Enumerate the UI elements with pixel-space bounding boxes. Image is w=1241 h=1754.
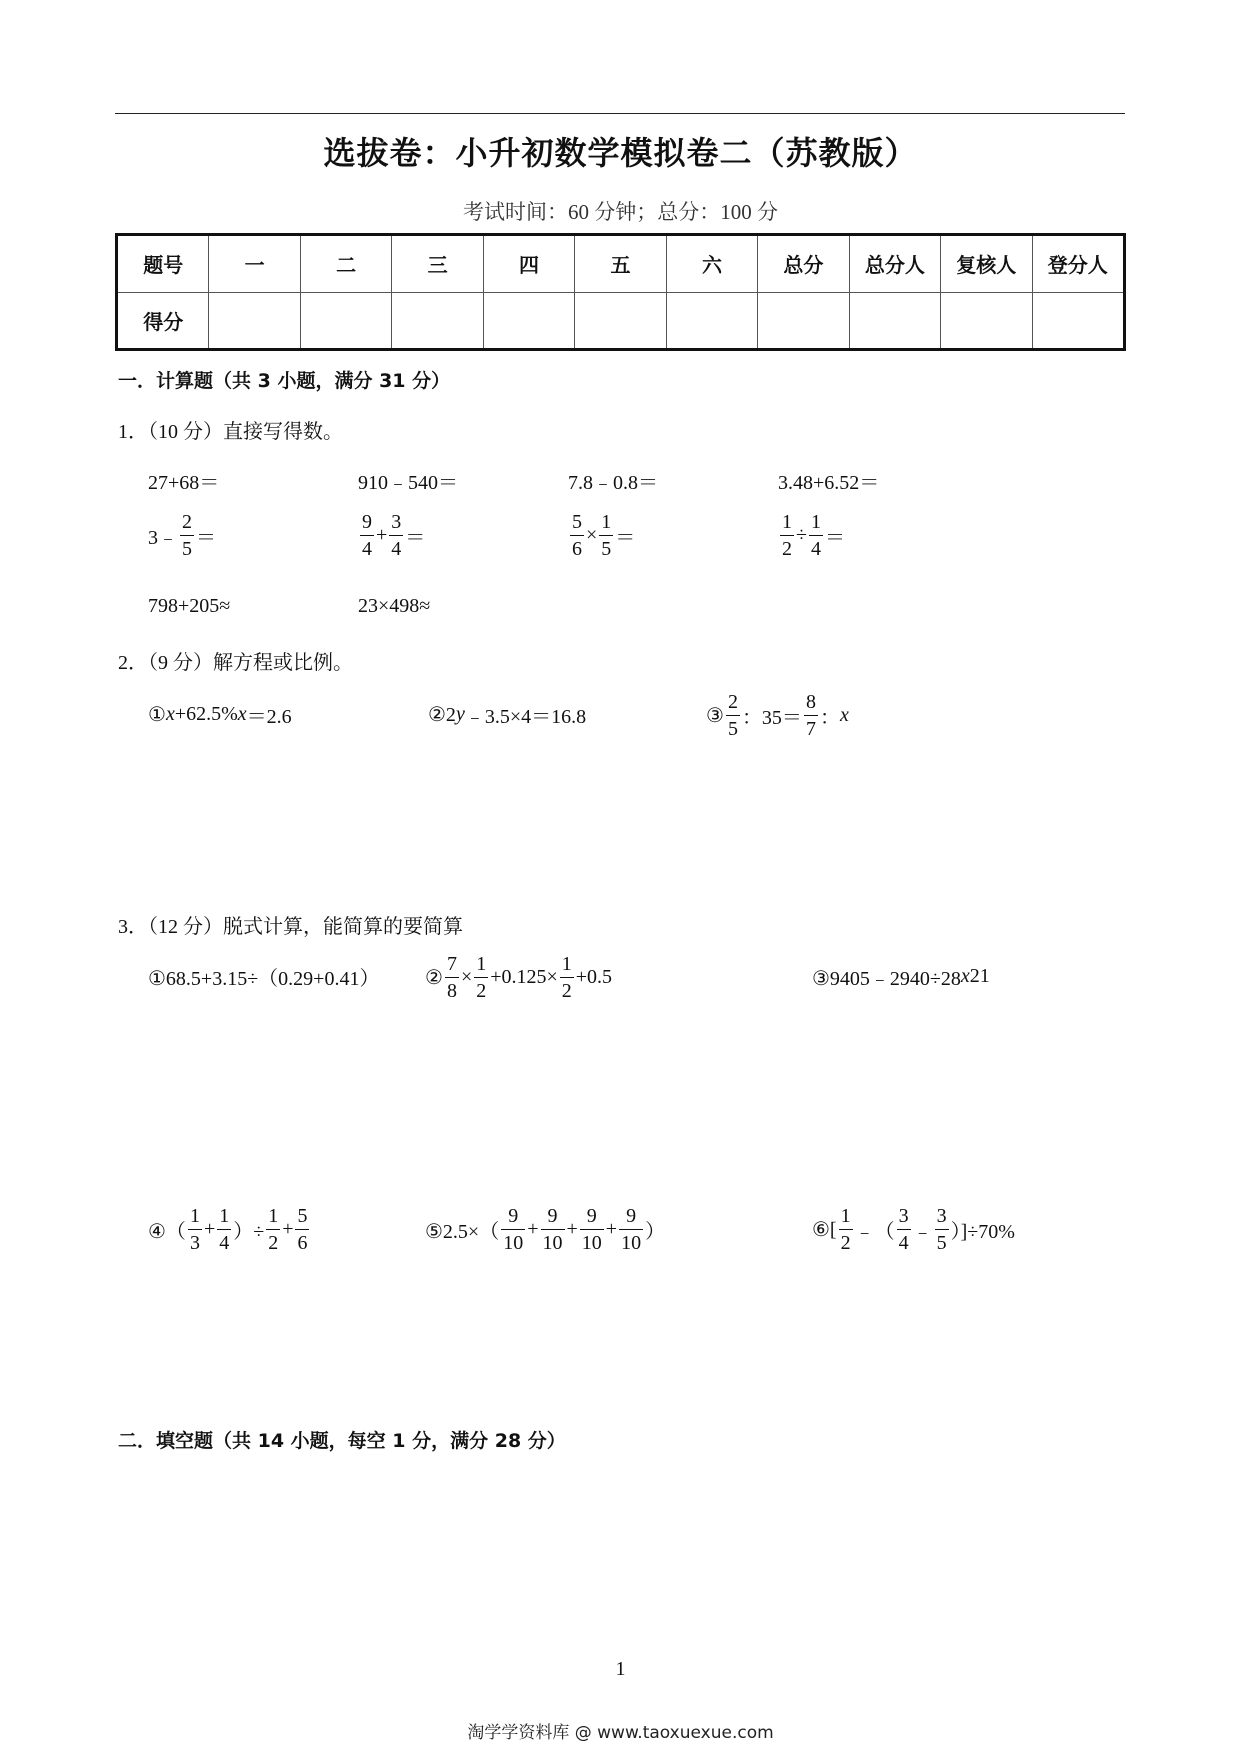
q1-item-a: 27+68＝ bbox=[148, 472, 220, 494]
fraction: $\frac{1}{4}$ bbox=[810, 511, 821, 560]
q3-item-f bbox=[812, 1206, 1015, 1253]
fraction: $\frac{3}{4}$ bbox=[391, 511, 402, 560]
fraction: $\frac{1}{3}$ bbox=[189, 1205, 200, 1254]
fraction: $\frac{1}{2}$ bbox=[782, 511, 792, 560]
fraction: $\frac{9}{10}$ bbox=[503, 1205, 524, 1254]
score-cell: 复核人 bbox=[941, 235, 1032, 293]
q3-item-a: ①68.5+3.15÷（0.29+0.41） bbox=[148, 968, 380, 990]
fraction: $\frac{9}{10}$ bbox=[581, 1205, 602, 1254]
expr-text: ③9405﹣2940÷28 bbox=[812, 968, 961, 990]
score-cell: 总分人 bbox=[849, 235, 940, 293]
expr-text: ： bbox=[819, 707, 840, 729]
expr-text: ）]÷70% bbox=[950, 1221, 1015, 1243]
item-marker: ③ bbox=[706, 705, 724, 727]
fraction: $\frac{1}{2}$ bbox=[268, 1205, 279, 1254]
score-cell: 登分人 bbox=[1032, 235, 1124, 293]
fraction: $\frac{2}{5}$ bbox=[182, 511, 192, 560]
score-table-score-row bbox=[117, 292, 1125, 350]
fraction: $\frac{2}{5}$ bbox=[727, 691, 738, 740]
score-blank[interactable] bbox=[575, 292, 666, 350]
score-cell: 题号 bbox=[117, 235, 209, 293]
expr-text: ﹣（ bbox=[854, 1221, 895, 1243]
question-2-title: 2．（9 分）解方程或比例。 bbox=[118, 652, 353, 674]
fraction: $\frac{1}{2}$ bbox=[561, 953, 572, 1002]
fraction: $\frac{9}{10}$ bbox=[621, 1205, 642, 1254]
score-blank[interactable] bbox=[300, 292, 391, 350]
q1-item-f bbox=[358, 512, 425, 559]
q1-item-d: 3.48+6.52＝ bbox=[778, 472, 880, 494]
variable-x: x bbox=[839, 704, 849, 726]
item-marker: ⑤2.5×（ bbox=[425, 1221, 500, 1243]
score-table bbox=[115, 233, 1126, 351]
q1-item-i: 798+205≈ bbox=[148, 595, 231, 617]
top-rule bbox=[115, 113, 1125, 114]
expr-text: ：35＝ bbox=[741, 707, 802, 729]
score-blank[interactable] bbox=[209, 292, 300, 350]
q1-item-j: 23×498≈ bbox=[358, 595, 431, 617]
item-marker: ②2 bbox=[428, 704, 456, 726]
expr-text: ） bbox=[645, 1221, 666, 1243]
score-blank[interactable] bbox=[483, 292, 574, 350]
variable-y: y bbox=[455, 703, 465, 725]
score-cell: 总分 bbox=[758, 235, 849, 293]
q2-item-a bbox=[148, 700, 292, 729]
operator: × bbox=[586, 524, 598, 546]
fraction: $\frac{5}{6}$ bbox=[297, 1205, 308, 1254]
score-cell: 六 bbox=[666, 235, 757, 293]
q1-item-b: 910﹣540＝ bbox=[358, 472, 458, 494]
fraction: $\frac{1}{5}$ bbox=[601, 511, 612, 560]
operator: + bbox=[282, 1218, 294, 1240]
q1-g-post: ＝ bbox=[615, 527, 636, 549]
operator: + bbox=[605, 1218, 618, 1240]
q2-item-c bbox=[706, 692, 849, 739]
item-marker: ① bbox=[148, 704, 166, 726]
fraction: $\frac{5}{6}$ bbox=[572, 511, 582, 560]
operator: × bbox=[460, 966, 473, 988]
fraction: $\frac{8}{7}$ bbox=[805, 691, 816, 740]
footer-watermark: 淘学学资料库 @ www.taoxuexue.com bbox=[467, 1723, 774, 1743]
expr-text: ＝2.6 bbox=[246, 706, 292, 728]
expr-text: +0.125× bbox=[490, 966, 558, 988]
fraction: $\frac{3}{4}$ bbox=[898, 1205, 909, 1254]
q1-item-c: 7.8﹣0.8＝ bbox=[568, 472, 658, 494]
expr-text: +0.5 bbox=[575, 966, 613, 988]
q1-h-post: ＝ bbox=[824, 527, 845, 549]
expr-text: 21 bbox=[969, 965, 990, 987]
variable-x: x bbox=[165, 703, 175, 725]
page-number: 1 bbox=[615, 1658, 626, 1680]
operator: ÷ bbox=[796, 524, 807, 546]
score-blank[interactable] bbox=[392, 292, 483, 350]
q1-item-e bbox=[148, 512, 216, 559]
operator: + bbox=[566, 1218, 578, 1240]
score-cell: 五 bbox=[575, 235, 666, 293]
score-cell: 四 bbox=[483, 235, 574, 293]
fraction: $\frac{9}{4}$ bbox=[362, 511, 372, 560]
question-1-title: 1．（10 分）直接写得数。 bbox=[118, 421, 343, 443]
item-marker: ④（ bbox=[148, 1221, 186, 1243]
q1-item-g bbox=[568, 512, 635, 559]
q1-f-post: ＝ bbox=[405, 527, 426, 549]
score-cell: 三 bbox=[392, 235, 483, 293]
expr-text: ﹣3.5×4＝16.8 bbox=[464, 706, 587, 728]
section-heading-1: 一．计算题（共 3 小题，满分 31 分） bbox=[118, 370, 451, 392]
operator: + bbox=[527, 1218, 539, 1240]
q1-item-h bbox=[778, 512, 845, 559]
q3-item-c bbox=[812, 962, 990, 991]
operator: + bbox=[376, 524, 388, 546]
score-blank[interactable] bbox=[666, 292, 757, 350]
expr-text: +62.5% bbox=[174, 703, 238, 725]
q3-item-d bbox=[148, 1206, 311, 1253]
fraction: $\frac{7}{8}$ bbox=[446, 953, 457, 1002]
score-blank[interactable] bbox=[941, 292, 1032, 350]
expr-text: ）÷ bbox=[233, 1221, 265, 1243]
fraction: $\frac{3}{5}$ bbox=[936, 1205, 947, 1254]
exam-info: 考试时间：60 分钟；总分：100 分 bbox=[463, 200, 778, 224]
score-blank[interactable] bbox=[849, 292, 940, 350]
score-table-header-row bbox=[117, 235, 1125, 293]
fraction: $\frac{9}{10}$ bbox=[542, 1205, 563, 1254]
question-3-title: 3．（12 分）脱式计算，能简算的要简算 bbox=[118, 916, 463, 938]
q3-item-e bbox=[425, 1206, 665, 1253]
item-marker: ⑥[ bbox=[812, 1219, 837, 1241]
score-blank[interactable] bbox=[1032, 292, 1124, 350]
q3-item-b bbox=[425, 954, 612, 1001]
q1-e-pre: 3﹣ bbox=[148, 527, 178, 549]
operator: ﹣ bbox=[912, 1221, 933, 1243]
score-cell: 一 bbox=[209, 235, 300, 293]
score-cell: 二 bbox=[300, 235, 391, 293]
variable-x: x bbox=[960, 965, 970, 987]
score-row-label: 得分 bbox=[117, 292, 209, 350]
q2-item-b bbox=[428, 700, 586, 729]
variable-x: x bbox=[237, 703, 247, 725]
item-marker: ② bbox=[425, 967, 443, 989]
fraction: $\frac{1}{2}$ bbox=[840, 1205, 851, 1254]
fraction: $\frac{1}{2}$ bbox=[476, 953, 487, 1002]
operator: + bbox=[203, 1218, 216, 1240]
score-blank[interactable] bbox=[758, 292, 849, 350]
q1-e-post: ＝ bbox=[196, 527, 216, 549]
page-title: 选拔卷：小升初数学模拟卷二（苏教版） bbox=[323, 134, 918, 172]
section-heading-2: 二．填空题（共 14 小题，每空 1 分，满分 28 分） bbox=[118, 1430, 566, 1452]
fraction: $\frac{1}{4}$ bbox=[219, 1205, 230, 1254]
